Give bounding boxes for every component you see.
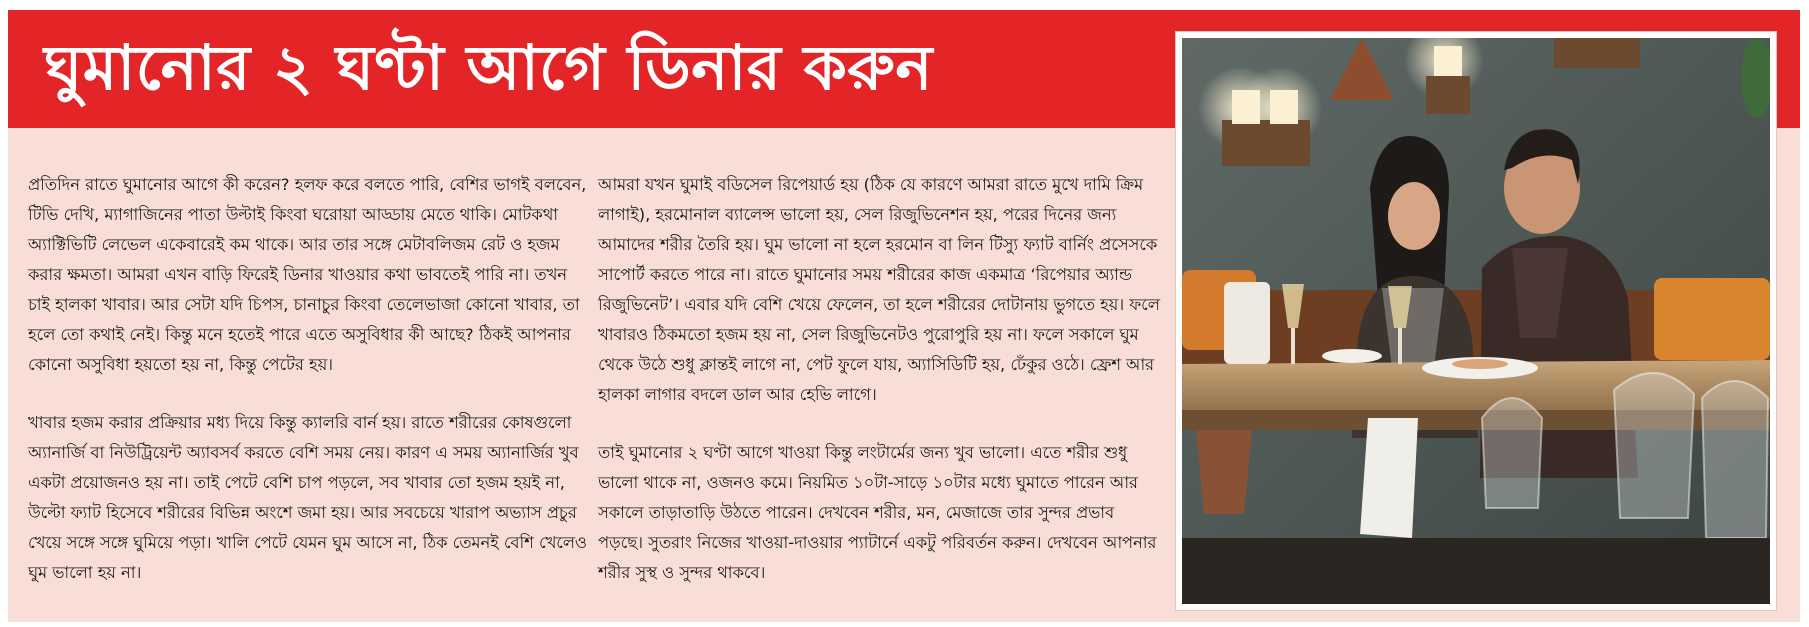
article-headline: ঘুমানোর ২ ঘণ্টা আগে ডিনার করুন (44, 31, 933, 104)
column-2-paragraph-1: আমরা যখন ঘুমাই বডিসেল রিপেয়ার্ড হয় (ঠিক যে কারণে আমরা রাতে মুখে দামি ক্রিম লাগাই), হরমোনাল ব্যালেন্স ভালো হয়, সেল রিজুভিনেশন হয়, পরের দিনের জন্য আমাদের শরীর তৈরি হয়। ঘুম ভালো না হলে হরমোন বা লিন টিস্যু ফ্যাট বার্নিং প্রসেসকে সাপোর্ট করতে পারে না। রাতে ঘুমানোর সময় শরীরের কাজ একমাত্র ‘রিপেয়ার অ্যান্ড রিজুভিনেট’। এবার যদি বেশি খেয়ে ফেলেন, তা হলে শরীরের দোটানায় ভুগতে হয়। ফলে খাবারও ঠিকমতো হজম হয় না, সেল রিজুভিনেটও পুরোপুরি হয় না। ফলে সকালে ঘুম থেকে উঠে শুধু ক্লান্তই লাগে না, পেট ফুলে যায়, অ্যাসিডিটি হয়, ঢেঁকুর ওঠে। ফ্রেশ আর হালকা লাগার বদলে ডাল আর হেভি লাগে। (598, 175, 1160, 404)
dinner-couple-photo (1182, 38, 1770, 604)
dinner-couple-illustration (1182, 38, 1770, 604)
article-column-1 (28, 170, 594, 588)
column-1-paragraph-1: প্রতিদিন রাতে ঘুমানোর আগে কী করেন? হলফ করে বলতে পারি, বেশির ভাগই বলবেন, টিভি দেখি, ম্যাগাজিনের পাতা উল্টাই কিংবা ঘরোয়া আড্ডায় মেতে থাকি। মোটকথা অ্যাক্টিভিটি লেভেল একেবারেই কম থাকে। আর তার সঙ্গে মেটাবলিজম রেট ও হজম করার ক্ষমতা। আমরা এখন বাড়ি ফিরেই ডিনার খাওয়ার কথা ভাবতেই পারি না। তখন চাই হালকা খাবার। আর সেটা যদি চিপস, চানাচুর কিংবা তেলেভাজা কোনো খাবার, তা হলে তো কথাই নেই। কিন্তু মনে হতেই পারে এতে অসুবিধার কী আছে? ঠিকই আপনার কোনো অসুবিধা হয়তো হয় না, কিন্তু পেটের হয়। (28, 175, 587, 374)
article-column-2 (598, 170, 1164, 588)
column-1-paragraph-2: খাবার হজম করার প্রক্রিয়ার মধ্য দিয়ে কিন্তু ক্যালরি বার্ন হয়। রাতে শরীরের কোষগুলো অ্যানার্জি বা নিউট্রিয়েন্ট অ্যাবসর্ব করতে বেশি সময় নেয়। কারণ এ সময় অ্যানার্জির খুব একটা প্রয়োজনও হয় না। তাই পেটে বেশি চাপ পড়লে, সব খাবার তো হজম হয়ই না, উল্টো ফ্যাট হিসেবে শরীরের বিভিন্ন অংশে জমা হয়। আর সবচেয়ে খারাপ অভ্যাস প্রচুর খেয়ে সঙ্গে সঙ্গে ঘুমিয়ে পড়া। খালি পেটে যেমন ঘুম আসে না, ঠিক তেমনই বেশি খেলেও ঘুম ভালো হয় না। (28, 413, 587, 582)
column-2-paragraph-2: তাই ঘুমানোর ২ ঘণ্টা আগে খাওয়া কিন্তু লংটার্মের জন্য খুব ভালো। এতে শরীর শুধু ভালো থাকে না, ওজনও কমে। নিয়মিত ১০টা-সাড়ে ১০টার মধ্যে ঘুমাতে পারেন আর সকালে তাড়াতাড়ি উঠতে পারেন। দেখবেন শরীর, মন, মেজাজে তার সুন্দর প্রভাব পড়ছে। সুতরাং নিজের খাওয়া-দাওয়ার প্যাটার্নে একটু পরিবর্তন করুন। দেখবেন আপনার শরীর সুস্থ ও সুন্দর থাকবে। (598, 443, 1157, 582)
